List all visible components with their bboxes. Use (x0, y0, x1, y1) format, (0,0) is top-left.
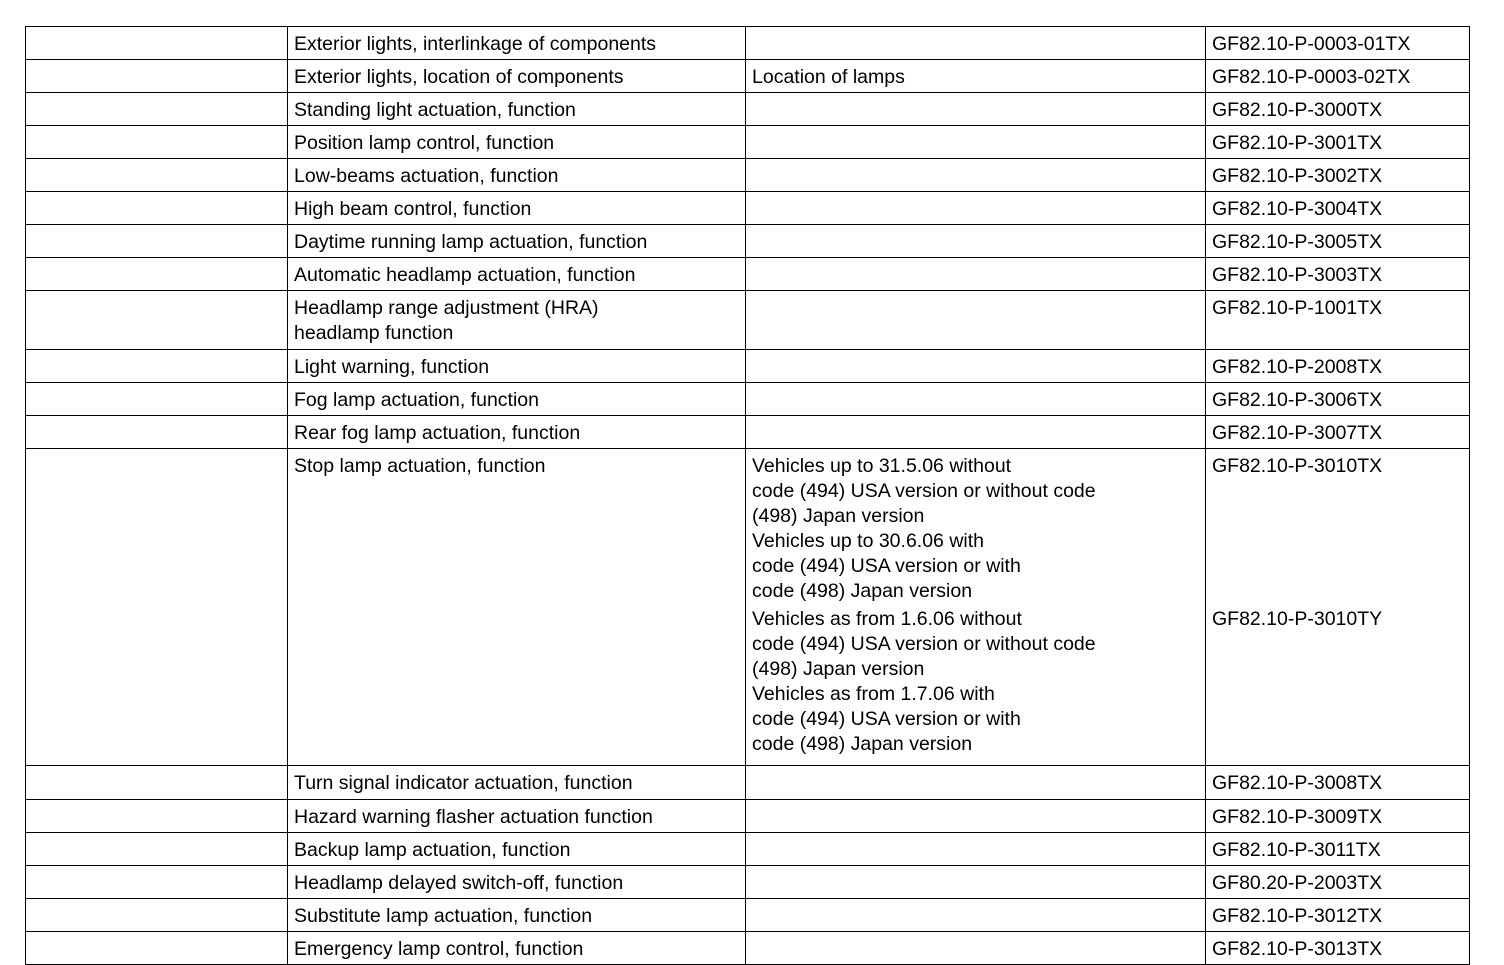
function-name: Light warning, function (288, 350, 746, 383)
note-line: code (494) USA version or without code (752, 633, 1096, 655)
document-code: GF82.10-P-3004TX (1206, 192, 1470, 225)
table-row (26, 766, 1470, 800)
empty-cell (26, 383, 288, 416)
note-line: (498) Japan version (752, 658, 925, 680)
empty-cell (26, 899, 288, 932)
document-code: GF82.10-P-3003TX (1206, 258, 1470, 291)
empty-cell (26, 800, 288, 833)
document-code: GF82.10-P-0003-01TX (1206, 27, 1470, 60)
function-name (288, 291, 746, 350)
table-row (26, 126, 1470, 159)
note-line: code (494) USA version or with (752, 555, 1021, 577)
table-row (26, 833, 1470, 866)
empty-cell (26, 192, 288, 225)
note-line: Vehicles up to 30.6.06 with (752, 530, 984, 552)
empty-cell (26, 225, 288, 258)
function-name: Fog lamp actuation, function (288, 383, 746, 416)
note-cell (746, 800, 1206, 833)
function-name: Rear fog lamp actuation, function (288, 416, 746, 449)
note-line: code (494) USA version or with (752, 708, 1021, 730)
components-table (25, 26, 1470, 965)
table-row (26, 383, 1470, 416)
note-cell (746, 766, 1206, 800)
note-cell (746, 932, 1206, 965)
empty-cell (26, 932, 288, 965)
empty-cell (26, 350, 288, 383)
note-cell (746, 866, 1206, 899)
empty-cell (26, 291, 288, 350)
empty-cell (26, 449, 288, 766)
note-cell (746, 192, 1206, 225)
function-name: Automatic headlamp actuation, function (288, 258, 746, 291)
function-name: Position lamp control, function (288, 126, 746, 159)
note-cell (746, 93, 1206, 126)
document-code (1206, 449, 1470, 766)
table-row (26, 416, 1470, 449)
function-name: Backup lamp actuation, function (288, 833, 746, 866)
note-line: code (498) Japan version (752, 733, 973, 755)
note-cell (746, 350, 1206, 383)
function-name: Exterior lights, location of components (288, 60, 746, 93)
table-row (26, 60, 1470, 93)
document-code: GF82.10-P-3011TX (1206, 833, 1470, 866)
document-code: GF82.10-P-3000TX (1206, 93, 1470, 126)
empty-cell (26, 126, 288, 159)
table-row (26, 225, 1470, 258)
document-code: GF82.10-P-3006TX (1206, 383, 1470, 416)
document-code: GF82.10-P-0003-02TX (1206, 60, 1470, 93)
note-cell (746, 383, 1206, 416)
function-name: Substitute lamp actuation, function (288, 899, 746, 932)
empty-cell (26, 93, 288, 126)
empty-cell (26, 766, 288, 800)
note-cell (746, 833, 1206, 866)
note-cell (746, 258, 1206, 291)
table-row (26, 192, 1470, 225)
table-row (26, 291, 1470, 350)
table-row (26, 899, 1470, 932)
function-name: Hazard warning flasher actuation function (288, 800, 746, 833)
empty-cell (26, 60, 288, 93)
document-code: GF82.10-P-3002TX (1206, 159, 1470, 192)
table-row (26, 350, 1470, 383)
document-code: GF82.10-P-3012TX (1206, 899, 1470, 932)
note-cell (746, 416, 1206, 449)
empty-cell (26, 258, 288, 291)
function-name: Stop lamp actuation, function (288, 449, 746, 766)
table-row (26, 93, 1470, 126)
document-code: GF82.10-P-3008TX (1206, 766, 1470, 800)
document-code-b: GF82.10-P-3010TY (1212, 608, 1383, 630)
table-row (26, 159, 1470, 192)
empty-cell (26, 833, 288, 866)
table-row (26, 449, 1470, 766)
function-name: Low-beams actuation, function (288, 159, 746, 192)
code-spacer (1212, 479, 1463, 607)
function-name: Turn signal indicator actuation, function (288, 766, 746, 800)
note-cell (746, 291, 1206, 350)
document-code: GF82.10-P-3007TX (1206, 416, 1470, 449)
note-line: Vehicles up to 31.5.06 without (752, 455, 1012, 477)
table-row (26, 866, 1470, 899)
note-line: (498) Japan version (752, 505, 925, 527)
function-name: Headlamp delayed switch-off, function (288, 866, 746, 899)
function-name: Exterior lights, interlinkage of components (288, 27, 746, 60)
note-line: code (494) USA version or without code (752, 480, 1096, 502)
note-line: Vehicles as from 1.6.06 without (752, 608, 1022, 630)
function-name: Daytime running lamp actuation, function (288, 225, 746, 258)
document-code: GF82.10-P-3009TX (1206, 800, 1470, 833)
document-code: GF80.20-P-2003TX (1206, 866, 1470, 899)
document-code: GF82.10-P-3005TX (1206, 225, 1470, 258)
note-cell: Location of lamps (746, 60, 1206, 93)
note-cell (746, 27, 1206, 60)
function-name-line: Headlamp range adjustment (HRA) (294, 297, 599, 319)
function-name-line: headlamp function (294, 322, 454, 344)
document-code: GF82.10-P-3013TX (1206, 932, 1470, 965)
document-code: GF82.10-P-2008TX (1206, 350, 1470, 383)
note-cell (746, 449, 1206, 766)
table-row (26, 27, 1470, 60)
document-code: GF82.10-P-3001TX (1206, 126, 1470, 159)
document-code: GF82.10-P-1001TX (1206, 291, 1470, 350)
empty-cell (26, 866, 288, 899)
note-line: Vehicles as from 1.7.06 with (752, 683, 995, 705)
note-cell (746, 126, 1206, 159)
document-code-a: GF82.10-P-3010TX (1212, 455, 1383, 477)
function-name: High beam control, function (288, 192, 746, 225)
table-row (26, 800, 1470, 833)
empty-cell (26, 27, 288, 60)
function-name: Standing light actuation, function (288, 93, 746, 126)
note-line: code (498) Japan version (752, 580, 973, 602)
function-name: Emergency lamp control, function (288, 932, 746, 965)
note-cell (746, 225, 1206, 258)
table-row (26, 932, 1470, 965)
empty-cell (26, 416, 288, 449)
note-cell (746, 899, 1206, 932)
note-cell (746, 159, 1206, 192)
table-row (26, 258, 1470, 291)
empty-cell (26, 159, 288, 192)
